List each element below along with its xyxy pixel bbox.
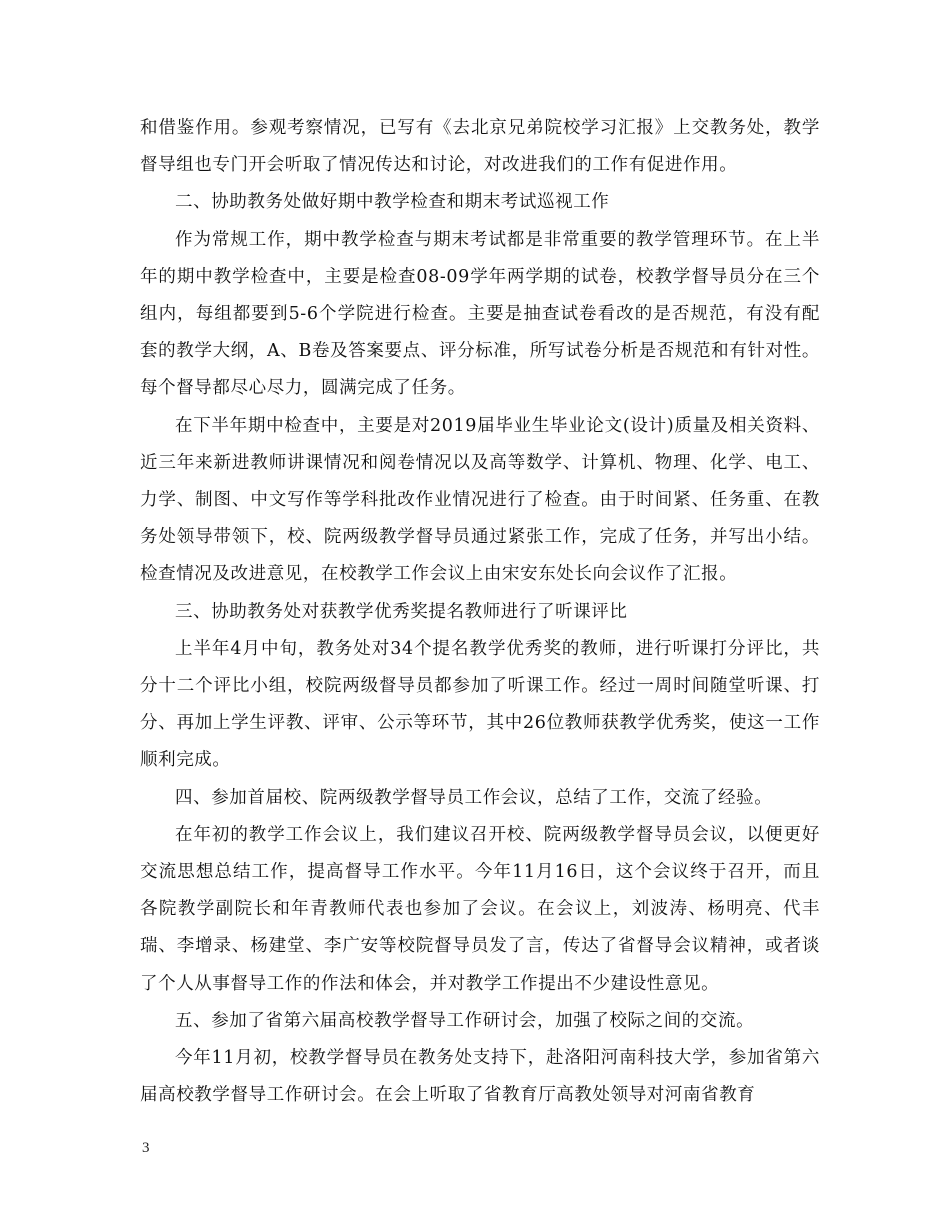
section-heading-3: 三、协助教务处对获教学优秀奖提名教师进行了听课评比: [175, 601, 628, 622]
section-heading-5: 五、参加了省第六届高校教学督导工作研讨会，加强了校际之间的交流。: [175, 1010, 755, 1031]
paragraph: 在年初的教学工作会议上，我们建议召开校、院两级教学督导员会议，以便更好交流思想总结工作，提高督导工作水平。今年11月16日，这个会议终于召开，而且各院教学副院长和年青教师代表也参加了会议。在会议上，刘波涛、杨明亮、代丰瑞、李增录、杨建堂、李广安等校院督导员发了言，传达了省督导会议精神，或者谈了个人从事督导工作的作法和体会，并对教学工作提出不少建设性意见。: [140, 824, 820, 994]
page-number: 3: [142, 1140, 150, 1156]
paragraph: 在下半年期中检查中，主要是对2019届毕业生毕业论文(设计)质量及相关资料、近三年来新进教师讲课情况和阅卷情况以及高等数学、计算机、物理、化学、电工、力学、制图、中文写作等学科批改作业情况进行了检查。由于时间紧、任务重、在教务处领导带领下，校、院两级教学督导员通过紧张工作，完成了任务，并写出小结。检查情况及改进意见，在校教学工作会议上由宋安东处长向会议作了汇报。: [140, 415, 820, 585]
paragraph: 作为常规工作，期中教学检查与期末考试都是非常重要的教学管理环节。在上半年的期中教学检查中，主要是检查08-09学年两学期的试卷，校教学督导员分在三个组内，每组都要到5-6个学院进行检查。主要是抽查试卷看改的是否规范，有没有配套的教学大纲，A、B卷及答案要点、评分标准，所写试卷分析是否规范和有针对性。每个督导都尽心尽力，圆满完成了任务。: [140, 229, 820, 399]
paragraph: 今年11月初，校教学督导员在教务处支持下，赴洛阳河南科技大学，参加省第六届高校教学督导工作研讨会。在会上听取了省教育厅高教处领导对河南省教育: [140, 1048, 820, 1106]
section-heading-4: 四、参加首届校、院两级教学督导员工作会议，总结了工作，交流了经验。: [175, 787, 773, 808]
paragraph-continuation: 和借鉴作用。参观考察情况，已写有《去北京兄弟院校学习汇报》上交教务处，教学督导组也专门开会听取了情况传达和讨论，对改进我们的工作有促进作用。: [140, 118, 820, 176]
section-heading-2: 二、协助教务处做好期中教学检查和期末考试巡视工作: [175, 192, 610, 213]
document-body: [140, 110, 820, 1114]
paragraph: 上半年4月中旬，教务处对34个提名教学优秀奖的教师，进行听课打分评比，共分十二个评比小组，校院两级督导员都参加了听课工作。经过一周时间随堂听课、打分、再加上学生评教、评审、公示等环节，其中26位教师获教学优秀奖，使这一工作顺利完成。: [140, 638, 820, 771]
